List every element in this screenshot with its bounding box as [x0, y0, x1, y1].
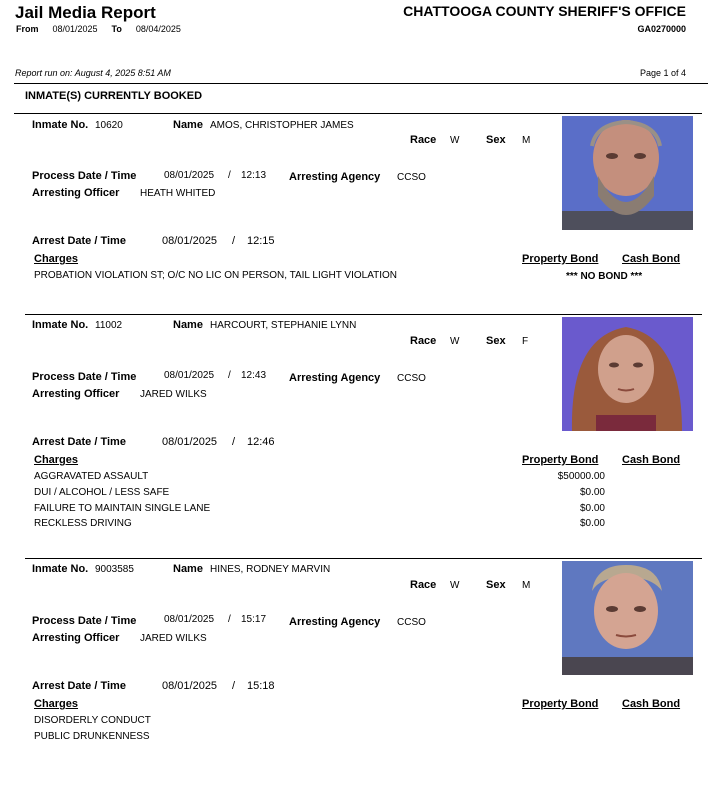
- charge-bond: $50000.00: [557, 471, 605, 482]
- process-label: Process Date / Time: [32, 615, 137, 627]
- mugshot-photo: [562, 561, 693, 675]
- inmate-card: [0, 558, 708, 758]
- name-label: Name: [173, 563, 203, 575]
- inmate-no-value: 10620: [95, 120, 123, 131]
- sex-value: M: [522, 580, 531, 591]
- arrest-label: Arrest Date / Time: [32, 436, 126, 448]
- inmate-no-label: Inmate No.: [32, 563, 89, 575]
- arrest-date: 08/01/2025: [162, 680, 218, 692]
- process-time: 12:43: [241, 370, 267, 381]
- process-label: Process Date / Time: [32, 371, 137, 383]
- arrest-slash: /: [232, 235, 236, 247]
- sex-label: Sex: [486, 134, 506, 146]
- from-label: From: [16, 24, 39, 34]
- sex-label: Sex: [486, 579, 506, 591]
- officer-label: Arresting Officer: [32, 187, 120, 199]
- process-slash: /: [228, 614, 231, 625]
- mugshot-photo: [562, 317, 693, 431]
- agency-value: CCSO: [397, 172, 426, 183]
- arrest-time: 12:15: [247, 235, 275, 247]
- officer-value: HEATH WHITED: [140, 188, 216, 199]
- agency-value: CCSO: [397, 617, 426, 628]
- charges-label: Charges: [34, 454, 79, 466]
- inmate-no-value: 9003585: [95, 564, 134, 575]
- charge-bond: $0.00: [579, 518, 605, 529]
- officer-value: JARED WILKS: [140, 633, 207, 644]
- inmate-no-value: 11002: [95, 320, 123, 331]
- sex-label: Sex: [486, 335, 506, 347]
- race-label: Race: [410, 579, 437, 591]
- charge-item: DISORDERLY CONDUCT: [34, 715, 151, 726]
- officer-label: Arresting Officer: [32, 388, 120, 400]
- to-date: 08/04/2025: [135, 24, 181, 34]
- date-range: [16, 24, 195, 34]
- property-bond-label: Property Bond: [522, 253, 599, 265]
- name-value: AMOS, CHRISTOPHER JAMES: [210, 120, 354, 131]
- name-label: Name: [173, 319, 203, 331]
- charge-item: FAILURE TO MAINTAIN SINGLE LANE: [34, 503, 211, 514]
- inmate-no-label: Inmate No.: [32, 119, 89, 131]
- race-value: W: [450, 135, 460, 146]
- cash-bond-label: Cash Bond: [622, 454, 681, 466]
- inmate-card: [0, 314, 708, 558]
- report-run-on: Report run on: August 4, 2025 8:51 AM: [15, 68, 171, 78]
- sex-value: F: [522, 336, 529, 347]
- mugshot-photo: [562, 116, 693, 230]
- arrest-label: Arrest Date / Time: [32, 235, 126, 247]
- process-date: 08/01/2025: [164, 370, 215, 381]
- no-bond-note: *** NO BOND ***: [566, 271, 643, 282]
- process-time: 12:13: [241, 170, 267, 181]
- process-slash: /: [228, 170, 231, 181]
- charge-item: DUI / ALCOHOL / LESS SAFE: [34, 487, 170, 498]
- process-date: 08/01/2025: [164, 170, 215, 181]
- name-label: Name: [173, 119, 203, 131]
- section-title: INMATE(S) CURRENTLY BOOKED: [25, 90, 203, 102]
- process-slash: /: [228, 370, 231, 381]
- process-date: 08/01/2025: [164, 614, 215, 625]
- officer-label: Arresting Officer: [32, 632, 120, 644]
- charge-item: RECKLESS DRIVING: [34, 518, 132, 529]
- property-bond-label: Property Bond: [522, 698, 599, 710]
- sex-value: M: [522, 135, 531, 146]
- arrest-date: 08/01/2025: [162, 436, 218, 448]
- agency-label: Arresting Agency: [289, 616, 381, 628]
- race-value: W: [450, 580, 460, 591]
- charge-bond: $0.00: [579, 487, 605, 498]
- race-label: Race: [410, 134, 437, 146]
- ori-code: GA0270000: [637, 24, 686, 34]
- agency-label: Arresting Agency: [289, 171, 381, 183]
- inmate-no-label: Inmate No.: [32, 319, 89, 331]
- office-name: CHATTOOGA COUNTY SHERIFF'S OFFICE: [403, 3, 686, 19]
- report-title: Jail Media Report: [15, 3, 156, 22]
- charge-item: AGGRAVATED ASSAULT: [34, 471, 149, 482]
- name-value: HINES, RODNEY MARVIN: [210, 564, 331, 575]
- agency-label: Arresting Agency: [289, 372, 381, 384]
- inmate-card: [0, 113, 708, 313]
- race-value: W: [450, 336, 460, 347]
- arrest-label: Arrest Date / Time: [32, 680, 126, 692]
- cash-bond-label: Cash Bond: [622, 253, 681, 265]
- name-value: HARCOURT, STEPHANIE LYNN: [210, 320, 357, 331]
- page-number: Page 1 of 4: [639, 68, 686, 78]
- charges-label: Charges: [34, 253, 79, 265]
- arrest-date: 08/01/2025: [162, 235, 218, 247]
- process-label: Process Date / Time: [32, 170, 137, 182]
- charge-bond: $0.00: [579, 503, 605, 514]
- header-divider: [14, 83, 708, 84]
- officer-value: JARED WILKS: [140, 389, 207, 400]
- process-time: 15:17: [241, 614, 267, 625]
- arrest-slash: /: [232, 436, 236, 448]
- race-label: Race: [410, 335, 437, 347]
- charges-label: Charges: [34, 698, 79, 710]
- arrest-time: 12:46: [247, 436, 275, 448]
- from-date: 08/01/2025: [52, 24, 98, 34]
- charge-item: PROBATION VIOLATION ST; O/C NO LIC ON PERSON, TAIL LIGHT VIOLATION: [34, 270, 398, 281]
- to-label: To: [111, 24, 122, 34]
- agency-value: CCSO: [397, 373, 426, 384]
- property-bond-label: Property Bond: [522, 454, 599, 466]
- charge-item: PUBLIC DRUNKENNESS: [34, 731, 150, 742]
- cash-bond-label: Cash Bond: [622, 698, 681, 710]
- arrest-slash: /: [232, 680, 236, 692]
- arrest-time: 15:18: [247, 680, 275, 692]
